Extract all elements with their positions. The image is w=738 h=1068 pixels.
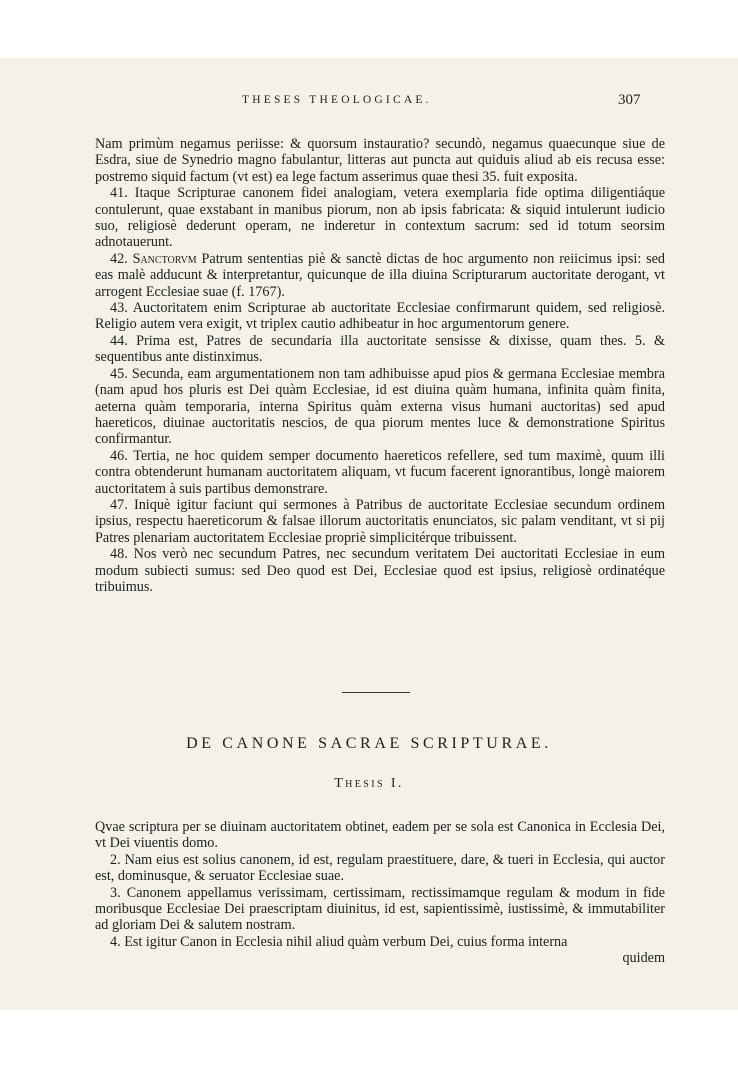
scan-margin-top [0, 0, 738, 58]
paragraph-4: 4. Est igitur Canon in Ecclesia nihil aliud quàm verbum Dei, cuius forma interna [110, 933, 568, 950]
paragraph-44: 44. Prima est, Patres de secundaria illa auctoritate sensisse & dixisse, quam thes. 5. & sequentibus ante distinximus. [95, 332, 665, 366]
paragraph-3: 3. Canonem appellamus verissimam, certissimam, rectissimamque regulam & modum in fide moribusque Ecclesiae Dei praescriptam diuinitus, id est, sapientissimè, iustissimè, & immutabiliter ad gloriam Dei & salutem nostram. [95, 884, 665, 934]
paragraph-41: 41. Itaque Scripturae canonem fidei analogiam, vetera exemplaria fide optima diligentiáque contulerunt, quae exstabant in manibus piorum, non ab ipsis fabricata: & siquid intulerunt iudicio suo, religiosè dederunt operam, ne inderetur in contextum sacrum: sed id totum seorsim adnotauerunt. [95, 185, 665, 251]
page-number: 307 [618, 92, 641, 108]
thesis-heading: Thesis I. [334, 776, 404, 791]
section-divider [342, 692, 410, 693]
paragraph-45: 45. Secunda, eam argumentationem non tam adhibuisse apud pios & germana Ecclesiae membra (nam apud hos pluris est Dei quàm Ecclesiae, id est diuina quàm humana, infinita quàm finita, aeterna quàm temporaria, interna Spiritus quàm externa visus humani auctoritas) sed apud haereticos, diuinae auctoritatis nescios, de qua piorum mentes luce & demonstratione Spiritus confirmantur. [95, 365, 666, 448]
paragraph-2: 2. Nam eius est solius canonem, id est, regulam praestituere, dare, & tueri in Ecclesia, qui auctor est, dominusque, & seruator Ecclesiae suae. [95, 851, 665, 885]
section-title: DE CANONE SACRAE SCRIPTURAE. [186, 735, 552, 752]
paragraph-43: 43. Auctoritatem enim Scripturae ab auctoritate Ecclesiae confirmarunt quidem, sed religiosè. Religio autem vera exigit, vt triplex cautio adhibeatur in hoc argumentorum genere. [95, 300, 666, 333]
running-title: THESES THEOLOGICAE. [242, 94, 432, 106]
paragraph-46: 46. Tertia, ne hoc quidem semper documento haereticos refellere, sed tum maximè, quum illi contra obtenderunt humanam auctoritatem aliquam, vt fucum facerent ignorantibus, longè maiorem auctoritatem à suis partibus demonstrare. [95, 447, 665, 497]
running-head [0, 94, 738, 114]
paragraph-48: 48. Nos verò nec secundum Patres, nec secundum veritatem Dei auctoritati Ecclesiae in eum modum subiecti sumus: sed Deo quod est Dei, Ecclesiae quod est ipsius, religiosè ordinatéque tribuimus. [95, 546, 665, 595]
paragraph-47: 47. Iniquè igitur faciunt qui sermones à Patribus de auctoritate Ecclesiae secundum ordinem ipsius, respectu haereticorum & falsae illorum auctoritatis enunciatos, sic palam venditant, vt si pij Patres plenariam auctoritatem Ecclesiae propriè simplicitérque tribuissent. [95, 496, 665, 546]
catchword: quidem [622, 950, 665, 967]
paragraph-40-continued: Nam primùm negamus periisse: & quorsum instauratio? secundò, negamus quaecunque siue de Esdra, siue de Synedrio magno fabulantur, litteras aut puncta aut quiduis aliud ab eis recusa esse: postremo siquid factum (vt est) ea lege factum asserimus quae thesi 35. fuit exposita. [95, 136, 665, 185]
scan-margin-bottom [0, 1010, 738, 1068]
thesis-text-continued [95, 136, 665, 595]
paragraph-1: Qvae scriptura per se diuinam auctoritatem obtinet, eadem per se sola est Canonica in Ecclesia Dei, vt Dei viuentis domo. [95, 819, 665, 852]
paragraph-42: 42. Sanctorvm Patrum sententias piè & sanctè dictas de hoc argumento non reiicimus ipsi: sed eas malè adducunt & interpretantur, quicunque de illa diuina Scripturarum auctoritate derogant, vt arrogent Ecclesiae suae (f. 1767). [95, 250, 665, 300]
thesis-text-new-section [95, 819, 665, 967]
